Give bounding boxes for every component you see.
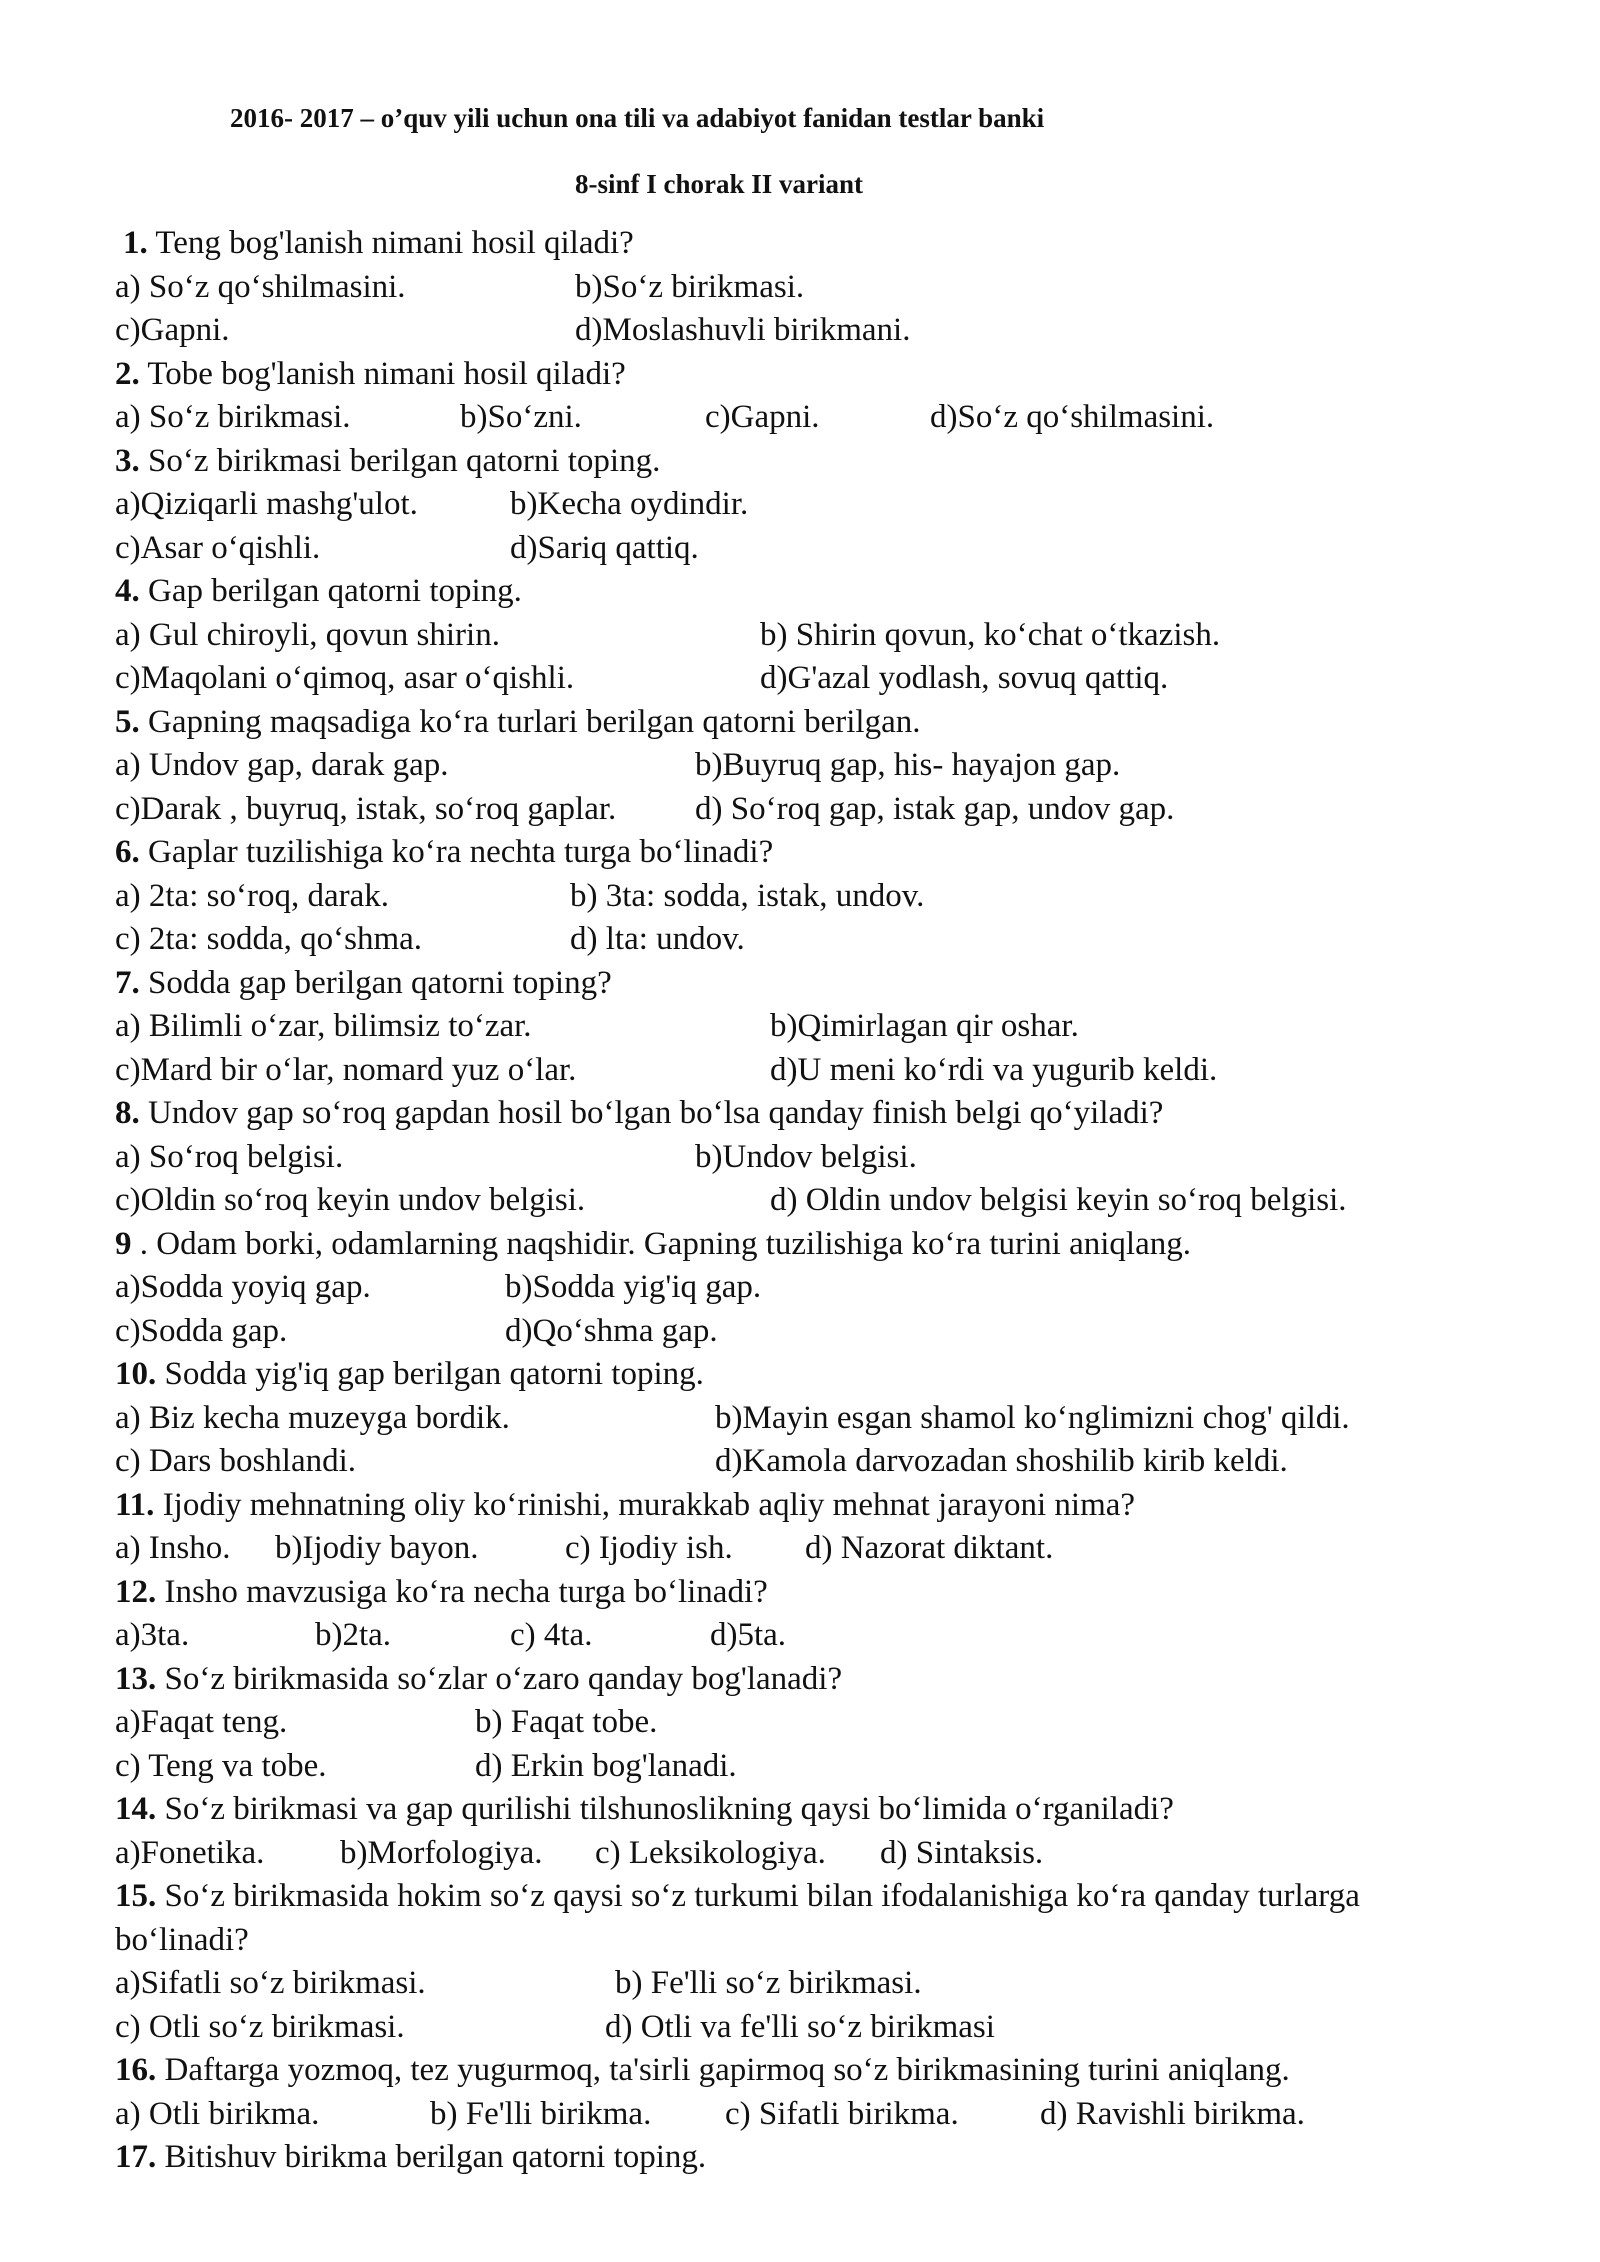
question-text: Daftarga yozmoq, tez yugurmoq, ta'sirli gapirmoq so‘z birikmasining turini aniqlang.	[156, 2052, 1290, 2088]
question-6	[115, 831, 1500, 875]
question-number: 11.	[115, 1486, 155, 1523]
question-text: So‘z birikmasi va gap qurilishi tilshunoslikning qaysi bo‘limida o‘rganiladi?	[156, 1791, 1174, 1827]
answer-option[interactable]: a) 2ta: so‘roq, darak.	[115, 877, 389, 914]
answer-row	[115, 396, 1500, 440]
answer-row	[115, 1397, 1500, 1441]
question-15	[115, 1875, 1495, 1962]
answer-row	[115, 527, 1500, 571]
answer-option[interactable]: a) Otli birikma.	[115, 2095, 320, 2132]
answer-row	[115, 1745, 1500, 1789]
question-number: 3.	[115, 442, 140, 479]
answer-option[interactable]: a)Sifatli so‘z birikmasi.	[115, 1965, 426, 2001]
question-text: . Odam borki, odamlarning naqshidir. Gapning tuzilishiga ko‘ra turini aniqlang.	[131, 1225, 1191, 1262]
question-text: So‘z birikmasi berilgan qatorni toping.	[139, 442, 661, 479]
answer-option[interactable]: a)Faqat teng.	[115, 1704, 288, 1740]
answer-row	[115, 1005, 1500, 1049]
question-text: Bitishuv birikma berilgan qatorni toping.	[156, 2139, 707, 2175]
question-text: Insho mavzusiga ko‘ra necha turga bo‘linadi?	[156, 1573, 768, 1610]
answer-option[interactable]: b) Faqat tobe.	[475, 1704, 658, 1740]
answer-option[interactable]: a)3ta.	[115, 1617, 190, 1653]
answer-option[interactable]: b) Fe'lli so‘z birikmasi.	[615, 1965, 922, 2001]
question-list	[115, 222, 1500, 2180]
answer-row	[115, 788, 1500, 832]
answer-option[interactable]: d)Qo‘shma gap.	[505, 1312, 718, 1349]
question-text: Gapning maqsadiga ko‘ra turlari berilgan qatorni berilgan.	[139, 703, 921, 740]
question-text: So‘z birikmasida hokim so‘z qaysi so‘z turkumi bilan ifodalanishiga ko‘ra qanday turlarga bo‘linadi?	[115, 1878, 1360, 1958]
question-9	[115, 1223, 1500, 1267]
answer-option[interactable]: b) 3ta: sodda, istak, undov.	[570, 877, 925, 914]
answer-option[interactable]: b)So‘zni.	[460, 399, 582, 435]
answer-option[interactable]: b)Undov belgisi.	[695, 1138, 917, 1175]
question-3	[115, 440, 1500, 484]
answer-option[interactable]: c)Asar o‘qishli.	[115, 529, 321, 566]
question-10	[115, 1353, 1500, 1397]
question-number: 14.	[115, 1791, 157, 1827]
answer-option[interactable]: c) Otli so‘z birikmasi.	[115, 2008, 405, 2045]
answer-option[interactable]: d)G'azal yodlash, sovuq qattiq.	[760, 660, 1169, 696]
answer-option[interactable]: d) lta: undov.	[570, 921, 745, 957]
answer-option[interactable]: a)Sodda yoyiq gap.	[115, 1269, 371, 1305]
question-text: So‘z birikmasida so‘zlar o‘zaro qanday bog'lanadi?	[156, 1660, 843, 1697]
question-number: 1.	[123, 225, 148, 261]
question-text: Teng bog'lanish nimani hosil qiladi?	[147, 225, 634, 261]
answer-option[interactable]: b)Ijodiy bayon.	[275, 1530, 479, 1566]
answer-option[interactable]: d) Otli va fe'lli so‘z birikmasi	[605, 2008, 995, 2045]
question-number: 10.	[115, 1356, 157, 1392]
answer-option[interactable]: a) So‘roq belgisi.	[115, 1138, 344, 1175]
answer-option[interactable]: d)5ta.	[710, 1617, 787, 1653]
answer-option[interactable]: b)Buyruq gap, his- hayajon gap.	[695, 747, 1121, 783]
answer-row	[115, 1962, 1500, 2006]
question-number: 6.	[115, 834, 140, 870]
answer-option[interactable]: d) Erkin bog'lanadi.	[475, 1747, 737, 1784]
answer-row	[115, 309, 1500, 353]
answer-option[interactable]: d)U meni ko‘rdi va yugurib keldi.	[770, 1051, 1218, 1088]
answer-option[interactable]: d) Oldin undov belgisi keyin so‘roq belgisi.	[770, 1182, 1347, 1218]
answer-row	[115, 1266, 1500, 1310]
answer-row	[115, 483, 1500, 527]
answer-option[interactable]: d) Ravishli birikma.	[1040, 2095, 1305, 2132]
document-title: 2016- 2017 – o’quv yili uchun ona tili va adabiyot fanidan testlar banki	[230, 103, 1045, 133]
question-16	[115, 2049, 1500, 2093]
answer-option[interactable]: b)Qimirlagan qir oshar.	[770, 1008, 1079, 1044]
answer-option[interactable]: d)Kamola darvozadan shoshilib kirib keldi.	[715, 1443, 1288, 1479]
answer-option[interactable]: c) Leksikologiya.	[595, 1834, 826, 1871]
answer-option[interactable]: d)Moslashuvli birikmani.	[575, 312, 911, 348]
document-subtitle: 8-sinf I chorak II variant	[575, 169, 864, 199]
answer-row	[115, 1049, 1500, 1093]
answer-option[interactable]: c) Teng va tobe.	[115, 1747, 327, 1784]
answer-option[interactable]: a) So‘z qo‘shilmasini.	[115, 268, 406, 305]
question-number: 8.	[115, 1095, 140, 1131]
answer-option[interactable]: b)Morfologiya.	[340, 1834, 543, 1871]
question-number: 7.	[115, 964, 140, 1001]
question-text: Gaplar tuzilishiga ko‘ra nechta turga bo‘linadi?	[139, 834, 774, 870]
answer-option[interactable]: a) So‘z birikmasi.	[115, 399, 351, 435]
question-7	[115, 962, 1500, 1006]
answer-option[interactable]: b)Mayin esgan shamol ko‘nglimizni chog' qildi.	[715, 1399, 1350, 1436]
answer-option[interactable]: d) Nazorat diktant.	[805, 1530, 1054, 1566]
question-text: Undov gap so‘roq gapdan hosil bo‘lgan bo‘lsa qanday finish belgi qo‘yiladi?	[139, 1095, 1164, 1131]
answer-row	[115, 1614, 1500, 1658]
question-number: 17.	[115, 2139, 157, 2175]
question-text: Gap berilgan qatorni toping.	[139, 573, 522, 609]
question-text: Sodda yig'iq gap berilgan qatorni toping.	[156, 1356, 704, 1392]
answer-option[interactable]: a)Fonetika.	[115, 1834, 265, 1871]
answer-option[interactable]: b) Shirin qovun, ko‘chat o‘tkazish.	[760, 616, 1221, 653]
question-13	[115, 1658, 1500, 1702]
answer-option[interactable]: b)So‘z birikmasi.	[575, 268, 805, 305]
answer-option[interactable]: b)Sodda yig'iq gap.	[505, 1269, 762, 1305]
answer-option[interactable]: d) Sintaksis.	[880, 1834, 1044, 1871]
answer-row	[115, 1832, 1500, 1876]
answer-row	[115, 1440, 1500, 1484]
question-number: 12.	[115, 1573, 157, 1610]
answer-option[interactable]: a) Undov gap, darak gap.	[115, 747, 449, 783]
question-14	[115, 1788, 1500, 1832]
answer-row	[115, 657, 1500, 701]
question-number: 9	[115, 1225, 132, 1262]
answer-option[interactable]: c) Dars boshlandi.	[115, 1443, 357, 1479]
answer-option[interactable]: c)Darak , buyruq, istak, so‘roq gaplar.	[115, 790, 617, 827]
answer-option[interactable]: b)Kecha oydindir.	[510, 486, 749, 522]
answer-row	[115, 1527, 1500, 1571]
question-text: Sodda gap berilgan qatorni toping?	[139, 964, 612, 1001]
answer-option[interactable]: a) Insho.	[115, 1530, 231, 1566]
answer-option[interactable]: c) 2ta: sodda, qo‘shma.	[115, 921, 423, 957]
answer-row	[115, 1310, 1500, 1354]
question-text: Tobe bog'lanish nimani hosil qiladi?	[139, 355, 626, 392]
question-text: Ijodiy mehnatning oliy ko‘rinishi, murakkab aqliy mehnat jarayoni nima?	[154, 1486, 1136, 1523]
question-8	[115, 1092, 1500, 1136]
question-1	[115, 222, 1500, 266]
question-5	[115, 701, 1500, 745]
answer-option[interactable]: a)Qiziqarli mashg'ulot.	[115, 486, 418, 522]
answer-option[interactable]: b)2ta.	[315, 1617, 392, 1653]
answer-option[interactable]: a) Biz kecha muzeyga bordik.	[115, 1399, 510, 1436]
answer-row	[115, 2006, 1500, 2050]
question-number: 13.	[115, 1660, 157, 1697]
answer-row	[115, 875, 1500, 919]
question-number: 5.	[115, 703, 140, 740]
answer-option[interactable]: c)Gapni.	[705, 399, 820, 435]
answer-row	[115, 2093, 1500, 2137]
question-number: 4.	[115, 573, 140, 609]
question-4	[115, 570, 1500, 614]
answer-option[interactable]: b) Fe'lli birikma.	[430, 2095, 652, 2132]
answer-option[interactable]: d) So‘roq gap, istak gap, undov gap.	[695, 790, 1175, 827]
answer-option[interactable]: c)Maqolani o‘qimoq, asar o‘qishli.	[115, 660, 575, 696]
answer-option[interactable]: d)So‘z qo‘shilmasini.	[930, 399, 1215, 435]
question-17	[115, 2136, 1500, 2180]
answer-row	[115, 1136, 1500, 1180]
answer-option[interactable]: c)Gapni.	[115, 312, 230, 348]
answer-row	[115, 1179, 1500, 1223]
answer-option[interactable]: c)Oldin so‘roq keyin undov belgisi.	[115, 1182, 586, 1218]
answer-option[interactable]: c)Sodda gap.	[115, 1312, 288, 1349]
question-11	[115, 1484, 1500, 1528]
question-number: 16.	[115, 2052, 157, 2088]
answer-option[interactable]: d)Sariq qattiq.	[510, 529, 699, 566]
question-number: 15.	[115, 1878, 157, 1914]
answer-option[interactable]: c) Sifatli birikma.	[725, 2095, 959, 2132]
answer-option[interactable]: c)Mard bir o‘lar, nomard yuz o‘lar.	[115, 1051, 577, 1088]
answer-row	[115, 614, 1500, 658]
answer-option[interactable]: c) Ijodiy ish.	[565, 1530, 733, 1566]
question-12	[115, 1571, 1500, 1615]
answer-option[interactable]: a) Gul chiroyli, qovun shirin.	[115, 616, 500, 653]
answer-row	[115, 918, 1500, 962]
answer-option[interactable]: a) Bilimli o‘zar, bilimsiz to‘zar.	[115, 1008, 532, 1044]
question-number: 2.	[115, 355, 140, 392]
answer-row	[115, 1701, 1500, 1745]
question-2	[115, 353, 1500, 397]
answer-row	[115, 744, 1500, 788]
answer-option[interactable]: c) 4ta.	[510, 1617, 593, 1653]
answer-row	[115, 266, 1500, 310]
